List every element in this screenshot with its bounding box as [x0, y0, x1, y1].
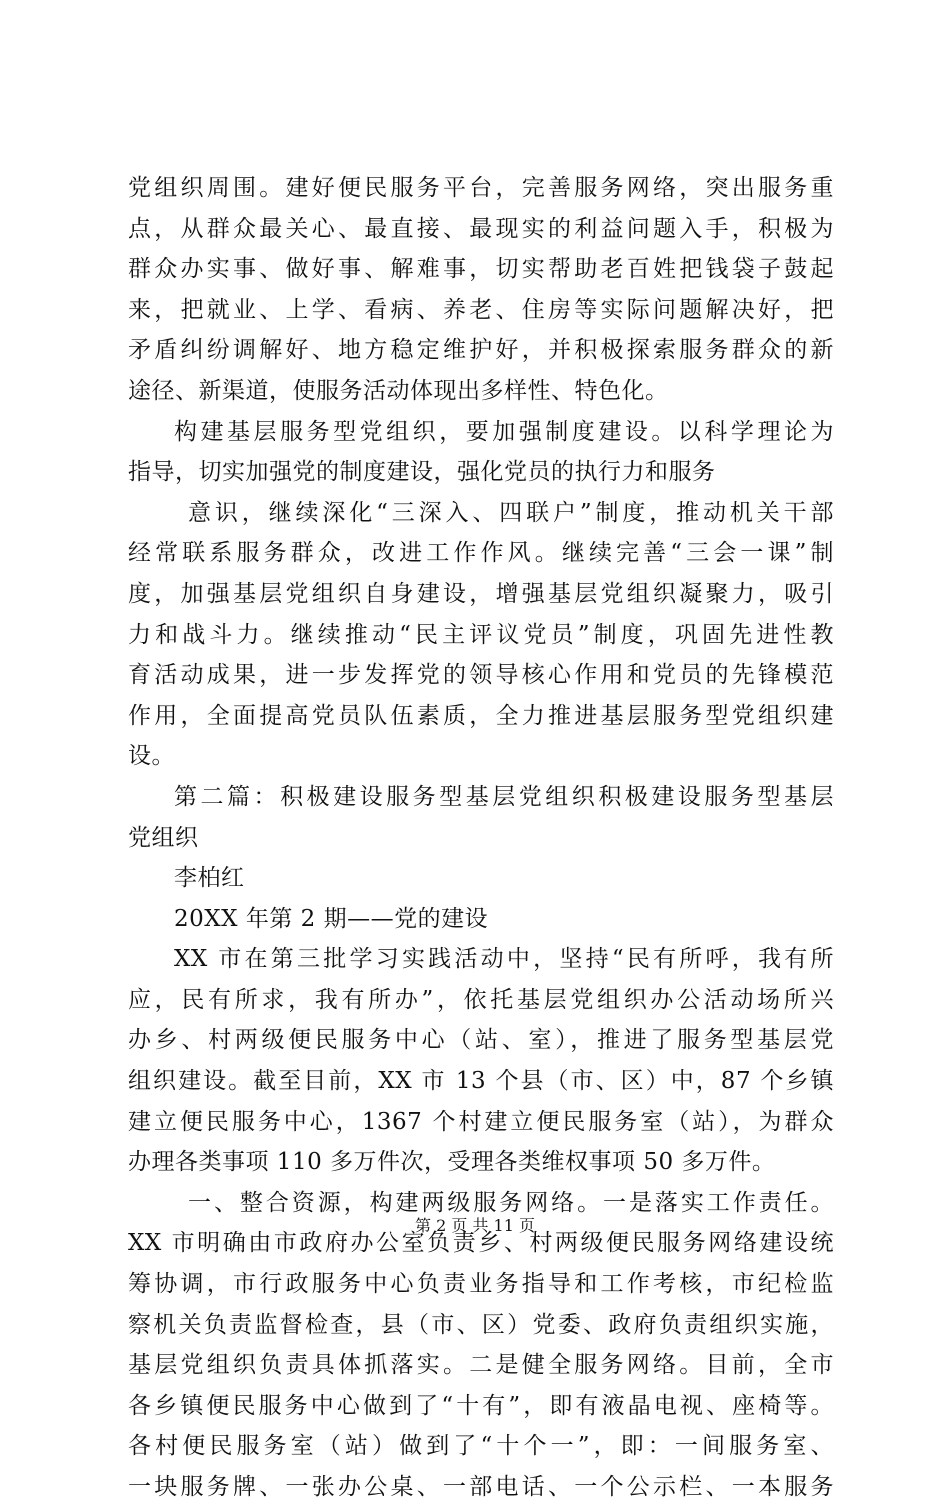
text-line: 点，从群众最关心、最直接、最现实的利益问题入手，积极为 [128, 215, 834, 242]
text-line: 设。 [128, 743, 175, 770]
text-line: 组织建设。截至目前，XX 市 13 个县（市、区）中，87 个乡镇 [128, 1068, 834, 1095]
text-line: 指导，切实加强党的制度建设，强化党员的执行力和服务 [128, 459, 716, 486]
text-line: 办乡、村两级便民服务中心（站、室），推进了服务型基层党 [128, 1027, 834, 1054]
section-heading: 第二篇：积极建设服务型基层党组织积极建设服务型基层 [174, 783, 834, 810]
text-line: 构建基层服务型党组织，要加强制度建设。以科学理论为 [174, 418, 834, 445]
text-line: 一、整合资源，构建两级服务网络。一是落实工作责任。 [188, 1189, 834, 1216]
text-line: 力和战斗力。继续推动“民主评议党员”制度，巩固先进性教 [128, 621, 834, 648]
text-line: 育活动成果，进一步发挥党的领导核心作用和党员的先锋模范 [128, 662, 834, 689]
body-text [128, 168, 834, 1508]
text-line: 来，把就业、上学、看病、养老、住房等实际问题解决好，把 [128, 296, 834, 323]
text-line: 各村便民服务室（站）做到了“十个一”，即：一间服务室、 [128, 1433, 834, 1460]
text-line: 作用，全面提高党员队伍素质，全力推进基层服务型党组织建 [128, 702, 834, 729]
page-footer [0, 1216, 950, 1236]
issue-label: 20XX 年第 2 期——党的建设 [174, 905, 489, 932]
text-line: 意识，继续深化“三深入、四联户”制度，推动机关干部 [188, 499, 834, 526]
text-line: 矛盾纠纷调解好、地方稳定维护好，并积极探索服务群众的新 [128, 337, 834, 364]
text-line: 经常联系服务群众，改进工作作风。继续完善“三会一课”制 [128, 540, 834, 567]
page-number: 第 2 页 共 11 页 [415, 1216, 535, 1235]
text-line: 察机关负责监督检查，县（市、区）党委、政府负责组织实施， [128, 1311, 834, 1338]
text-line: 建立便民服务中心，1367 个村建立便民服务室（站），为群众 [128, 1108, 834, 1135]
text-line: 群众办实事、做好事、解难事，切实帮助老百姓把钱袋子鼓起 [128, 256, 834, 283]
text-line: 办理各类事项 110 多万件次，受理各类维权事项 50 多万件。 [128, 1149, 776, 1176]
text-line: XX 市明确由市政府办公室负责乡、村两级便民服务网络建设统 [128, 1230, 834, 1257]
text-line: 度，加强基层党组织自身建设，增强基层党组织凝聚力，吸引 [128, 580, 834, 607]
author-name: 李柏红 [174, 865, 245, 892]
text-line: 基层党组织负责具体抓落实。二是健全服务网络。目前，全市 [128, 1352, 834, 1379]
text-line: XX 市在第三批学习实践活动中，坚持“民有所呼，我有所 [174, 946, 834, 973]
section-heading: 党组织 [128, 824, 199, 851]
text-line: 一块服务牌、一张办公桌、一部电话、一个公示栏、一本服务 [128, 1474, 834, 1500]
text-line: 各乡镇便民服务中心做到了“十有”，即有液晶电视、座椅等。 [128, 1392, 834, 1419]
text-line: 途径、新渠道，使服务活动体现出多样性、特色化。 [128, 377, 669, 404]
text-line: 党组织周围。建好便民服务平台，完善服务网络，突出服务重 [128, 175, 834, 201]
text-line: 筹协调，市行政服务中心负责业务指导和工作考核，市纪检监 [128, 1271, 834, 1298]
text-line: 应，民有所求，我有所办”，依托基层党组织办公活动场所兴 [128, 986, 834, 1013]
